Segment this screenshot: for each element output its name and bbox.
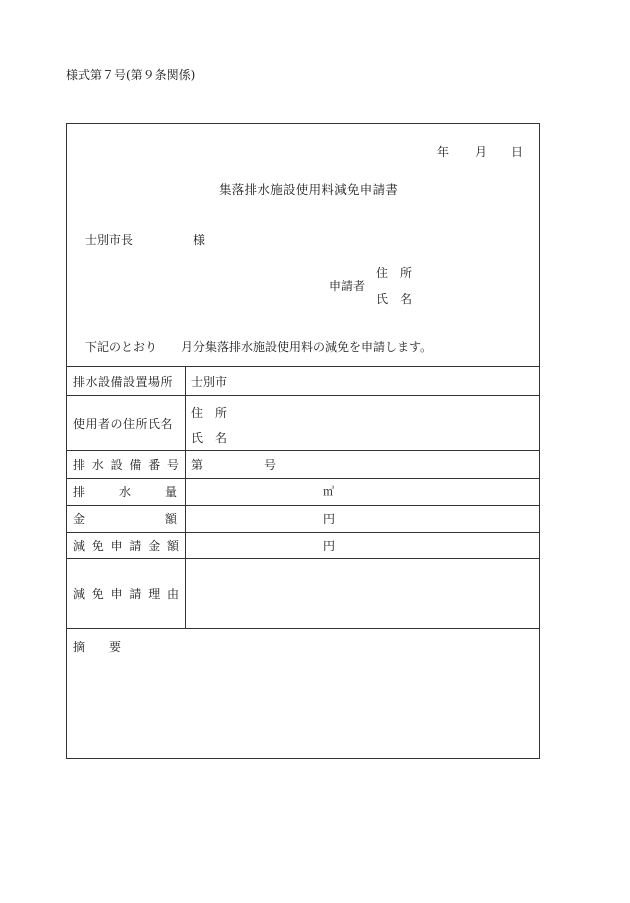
- label-char: 番: [148, 458, 161, 472]
- statement-suffix: 月分集落排水施設使用料の減免を申請します。: [181, 340, 433, 354]
- label-char: 額: [164, 512, 177, 526]
- row-divider: [67, 558, 539, 559]
- label-char: 請: [129, 587, 142, 601]
- label-char: 由: [166, 587, 179, 601]
- year-label: 年: [437, 145, 450, 159]
- applicant-name-label[interactable]: 氏 名: [376, 292, 413, 306]
- label-char: 額: [166, 539, 179, 553]
- reason-label: [73, 585, 179, 602]
- row-divider: [67, 366, 539, 367]
- applicant-address-label[interactable]: 住 所: [376, 266, 413, 280]
- row-divider: [67, 505, 539, 506]
- equipment-number-suffix: 号: [264, 458, 277, 472]
- form-title: 集落排水施設使用料減免申請書: [219, 182, 399, 197]
- day-label: 日: [511, 145, 524, 159]
- label-char: 排: [73, 458, 86, 472]
- label-char: 水: [91, 458, 104, 472]
- row-divider: [67, 395, 539, 396]
- row-divider: [67, 450, 539, 451]
- label-char: 号: [166, 458, 179, 472]
- remarks-label: 摘 要: [73, 640, 122, 654]
- row-divider: [67, 532, 539, 533]
- addressee-honorific: 様: [193, 233, 206, 247]
- volume-label: [73, 483, 177, 500]
- label-char: 備: [129, 458, 142, 472]
- label-char: 請: [129, 539, 142, 553]
- label-char: 金: [73, 512, 86, 526]
- application-form: [66, 123, 540, 759]
- label-char: 申: [110, 587, 123, 601]
- user-label: 使用者の住所氏名: [73, 417, 174, 431]
- label-char: 量: [164, 485, 177, 499]
- row-divider: [67, 478, 539, 479]
- statement-prefix: 下記のとおり: [85, 340, 158, 354]
- volume-unit[interactable]: ㎥: [323, 485, 334, 498]
- applicant-label: 申請者: [329, 279, 366, 293]
- location-value[interactable]: 士別市: [191, 375, 228, 389]
- reduction-amount-unit[interactable]: 円: [323, 539, 336, 553]
- label-char: 排: [73, 485, 86, 499]
- month-label: 月: [475, 145, 488, 159]
- reason-input-area[interactable]: [187, 560, 537, 626]
- label-char: 免: [91, 539, 104, 553]
- addressee-name: 士別市長: [85, 233, 134, 247]
- remarks-input-area[interactable]: [69, 658, 535, 754]
- equipment-number-prefix[interactable]: 第: [191, 458, 204, 472]
- label-char: 設: [110, 458, 123, 472]
- user-name-label[interactable]: 氏 名: [191, 431, 228, 445]
- label-char: 減: [73, 587, 86, 601]
- amount-unit[interactable]: 円: [323, 512, 336, 526]
- label-char: 免: [91, 587, 104, 601]
- equipment-number-label: [73, 456, 179, 473]
- location-label: 排水設備設置場所: [73, 375, 174, 389]
- form-number-label: 様式第７号(第９条関係): [66, 68, 196, 82]
- user-address-label[interactable]: 住 所: [191, 406, 228, 420]
- column-divider: [185, 366, 186, 628]
- amount-label: [73, 510, 177, 527]
- reduction-amount-label: [73, 537, 179, 554]
- label-char: 金: [148, 539, 161, 553]
- label-char: 理: [148, 587, 161, 601]
- row-divider: [67, 628, 539, 629]
- label-char: 減: [73, 539, 86, 553]
- label-char: 水: [118, 485, 131, 499]
- label-char: 申: [110, 539, 123, 553]
